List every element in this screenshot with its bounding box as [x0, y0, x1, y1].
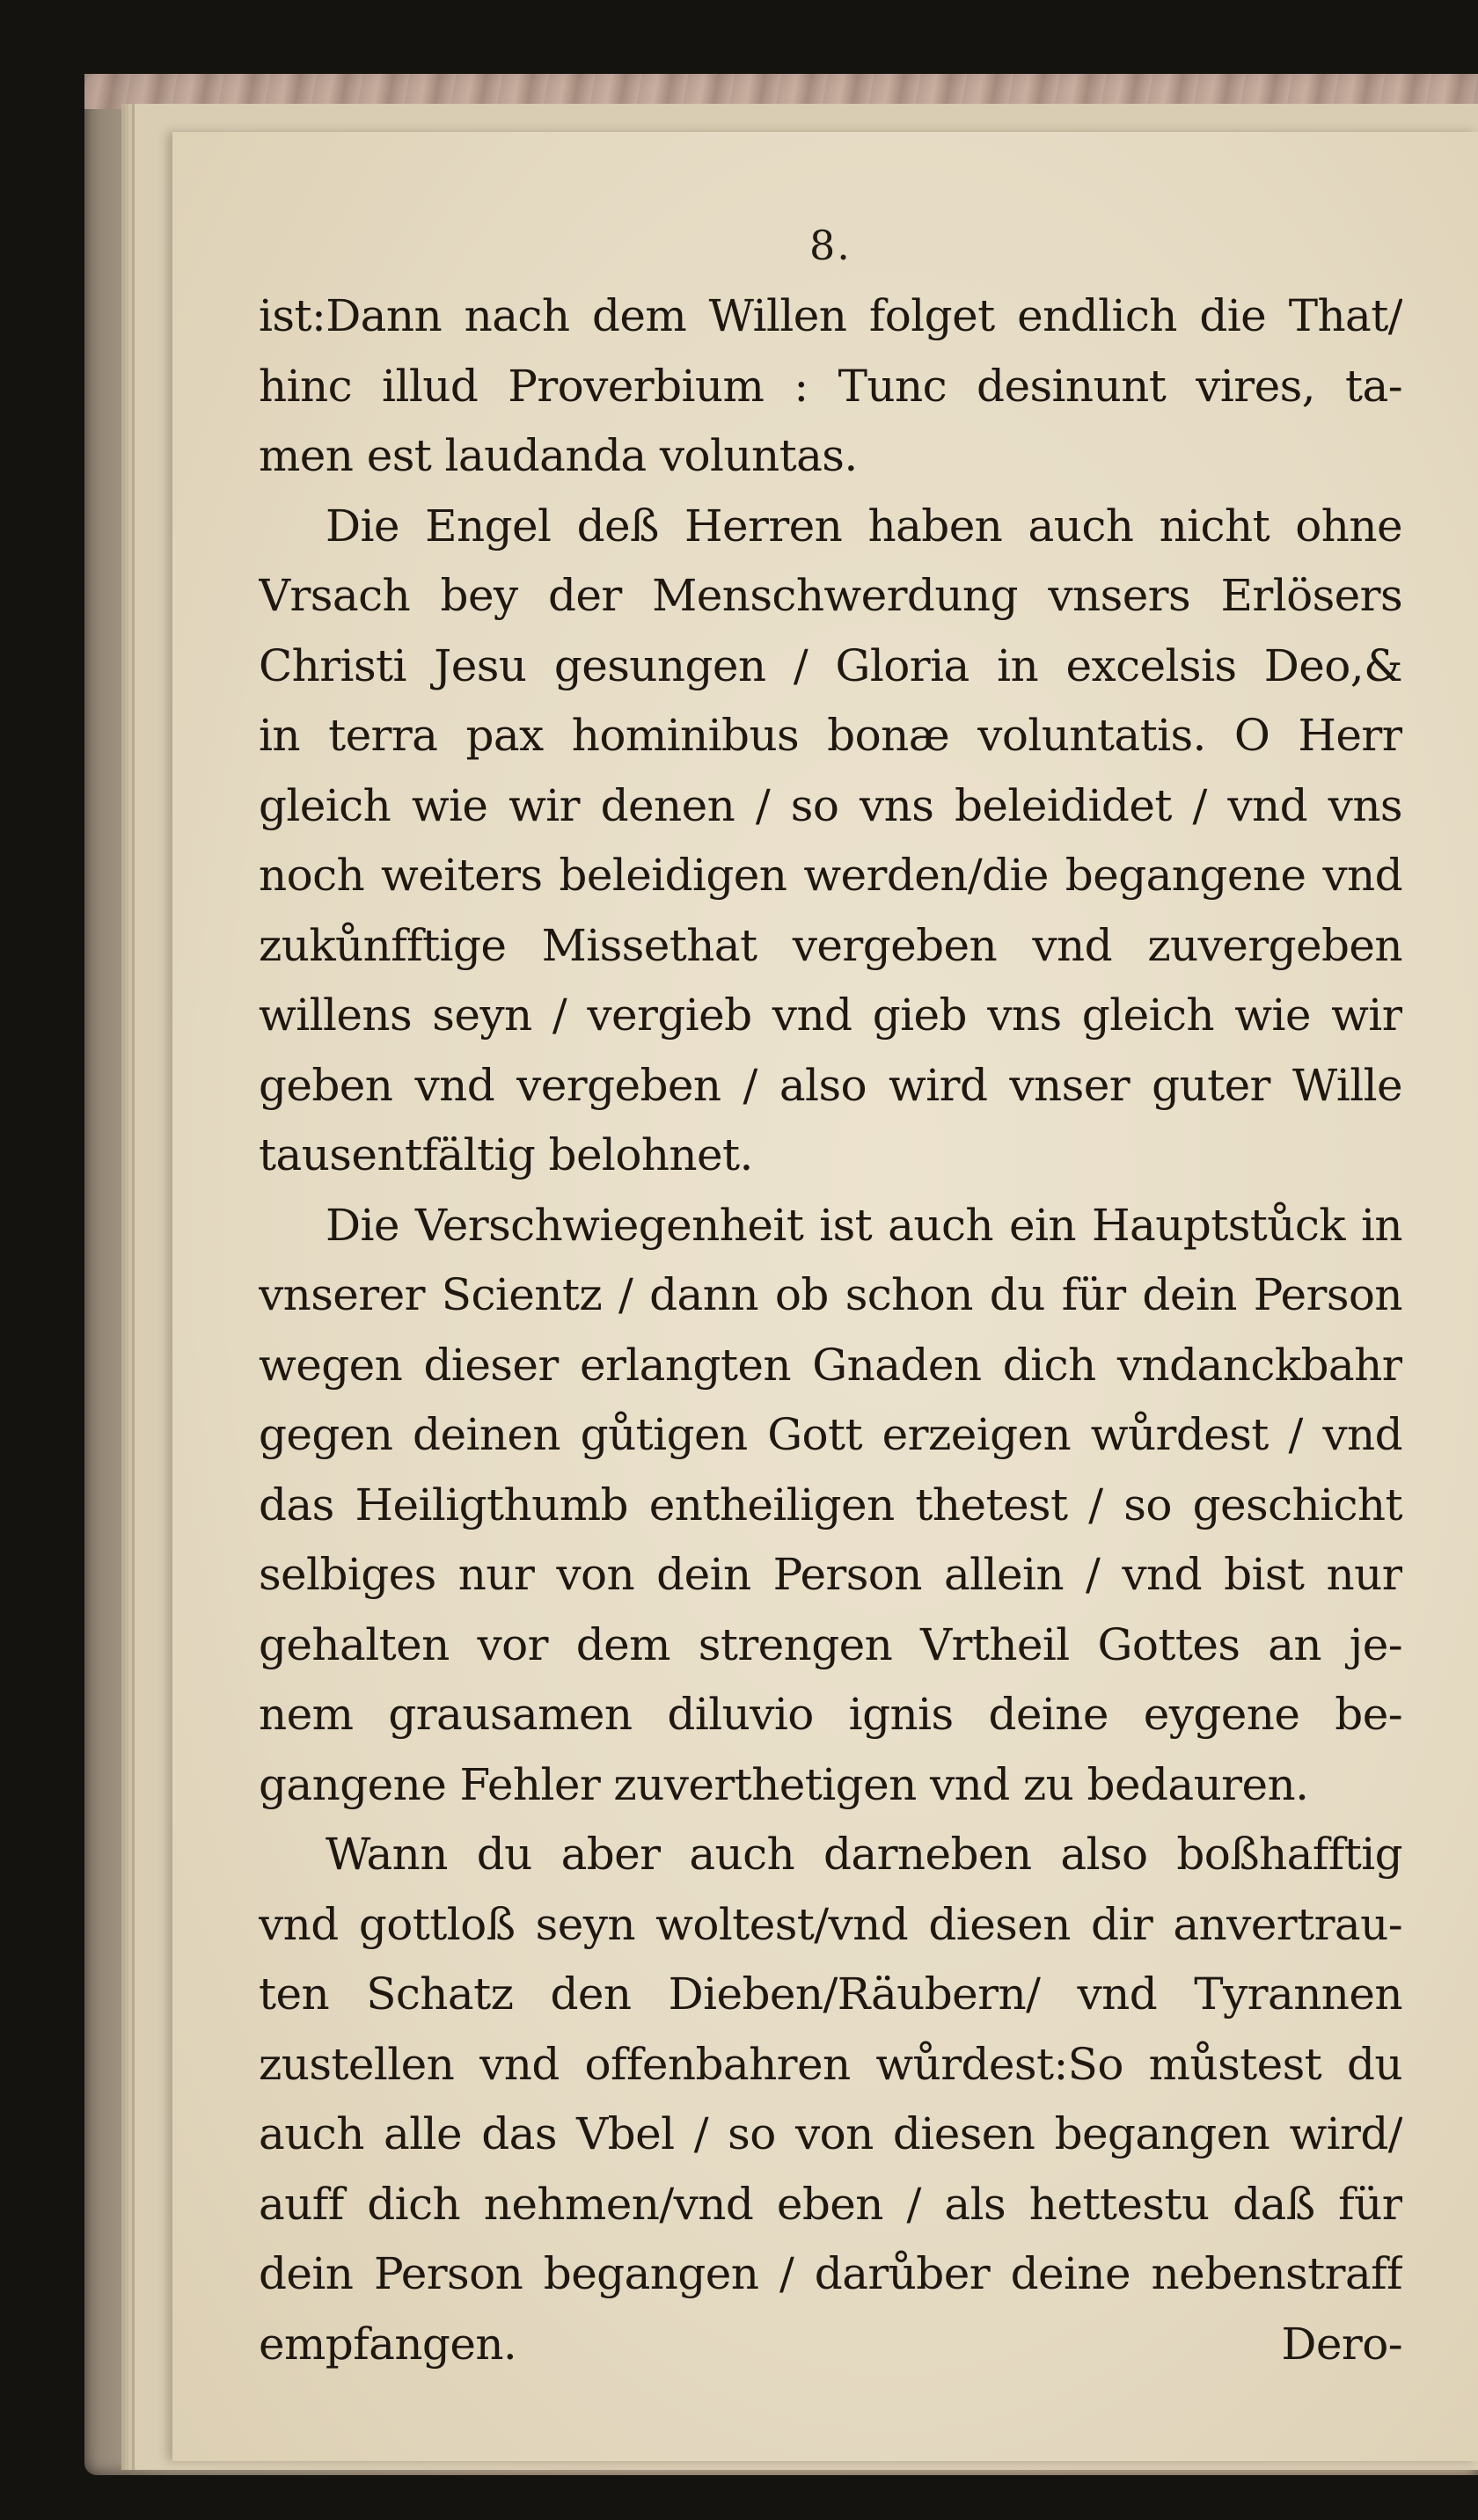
text-line: gangene Fehler zuverthetigen vnd zu bedauren.: [259, 1758, 1309, 1810]
text-line: Die Engel deß Herren haben auch nicht ohne: [326, 500, 1402, 551]
text-line: zustellen vnd offenbahren wůrdest:So můstest du: [259, 2038, 1402, 2090]
text-line: vnserer Scientz / dann ob schon du für dein Person: [259, 1269, 1402, 1320]
text-line: zukůnfftige Missethat vergeben vnd zuvergeben: [259, 919, 1402, 971]
page-number: 8.: [809, 222, 852, 269]
catchword: Dero-: [1281, 2318, 1402, 2370]
text-line: das Heiligthumb entheiligen thetest / so geschicht: [259, 1479, 1402, 1530]
text-line: dein Person begangen / darůber deine nebenstraff: [259, 2248, 1402, 2299]
text-line: noch weiters beleidigen werden/die begangene vnd: [259, 850, 1402, 901]
text-line: Wann du aber auch darneben also boßhafftig: [326, 1829, 1402, 1880]
text-line: wegen dieser erlangten Gnaden dich vndanckbahr: [259, 1339, 1402, 1391]
text-line: gegen deinen gůtigen Gott erzeigen wůrdest / vnd: [259, 1409, 1402, 1460]
text-line: vnd gottloß seyn woltest/vnd diesen dir anvertrau-: [259, 1898, 1402, 1950]
text-line: nem grausamen diluvio ignis deine eygene be-: [259, 1689, 1402, 1740]
text-line: tausentfältig belohnet.: [259, 1129, 753, 1180]
text-line: Christi Jesu gesungen / Gloria in excelsis Deo,&: [259, 639, 1402, 691]
text-line: Die Verschwiegenheit ist auch ein Hauptstůck in: [326, 1199, 1402, 1251]
text-line: geben vnd vergeben / also wird vnser guter Wille: [259, 1059, 1402, 1111]
text-line: willens seyn / vergieb vnd gieb vns gleich wie wir: [259, 990, 1402, 1041]
text-line-with-catchword: [259, 2310, 1402, 2380]
text-line: selbiges nur von dein Person allein / vnd bist nur: [259, 1549, 1402, 1600]
text-line: ist:Dann nach dem Willen folget endlich die That/: [259, 290, 1402, 341]
text-line: Vrsach bey der Menschwerdung vnsers Erlösers: [259, 570, 1402, 621]
text-line: gleich wie wir denen / so vns beleididet / vnd vns: [259, 779, 1402, 831]
text-line: in terra pax hominibus bonæ voluntatis. O Herr: [259, 710, 1402, 761]
text-line: hinc illud Proverbium : Tunc desinunt vires, ta-: [259, 360, 1402, 412]
text-line: ten Schatz den Dieben/Räubern/ vnd Tyrannen: [259, 1969, 1402, 2020]
text-line: auch alle das Vbel / so von diesen begangen wird/: [259, 2108, 1402, 2159]
text-line: auff dich nehmen/vnd eben / als hettestu daß für: [259, 2178, 1402, 2230]
text-line: empfangen.: [259, 2318, 517, 2370]
text-line: men est laudanda voluntas.: [259, 430, 858, 481]
text-line: gehalten vor dem strengen Vrtheil Gottes an je-: [259, 1618, 1402, 1670]
page-text: [259, 281, 1402, 2379]
